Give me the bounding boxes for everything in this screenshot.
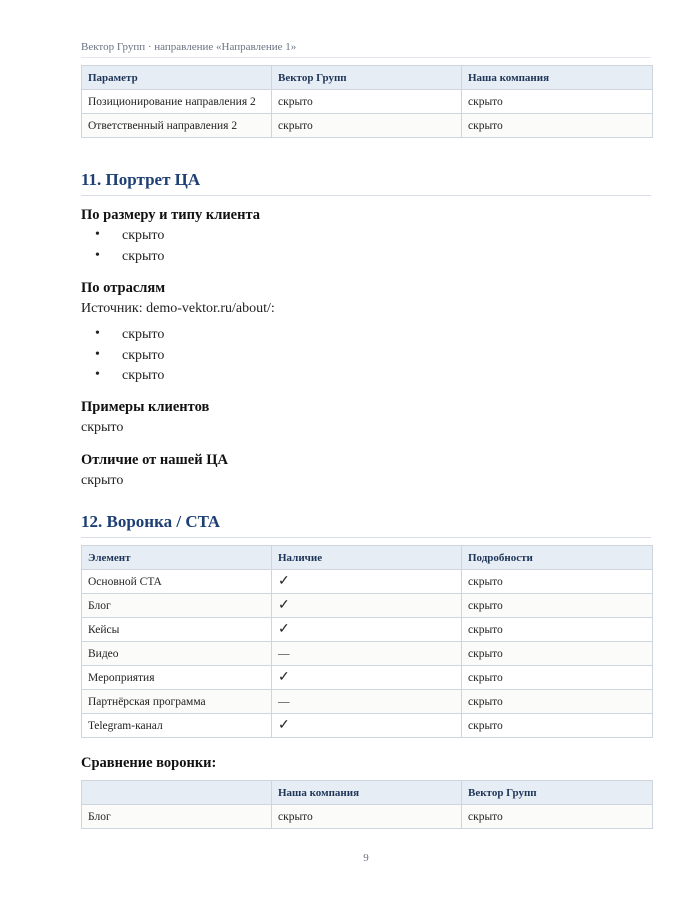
column-header: Наличие — [272, 546, 462, 570]
table-row — [82, 570, 653, 594]
table-header-row — [82, 546, 653, 570]
list-item: • скрыто — [81, 348, 164, 369]
audience-difference-text: скрыто — [81, 473, 124, 488]
table-row — [82, 666, 653, 690]
running-header: Вектор Групп · направление «Направление 1» — [81, 41, 651, 58]
table-cell: Основной CTA — [82, 570, 272, 594]
subheading-client-examples: Примеры клиентов — [81, 399, 210, 415]
table-cell: скрыто — [462, 114, 653, 138]
subheading-audience-difference: Отличие от нашей ЦА — [81, 452, 228, 468]
parameters-table — [81, 65, 653, 138]
list-item: • скрыто — [81, 368, 164, 389]
subheading-by-industry: По отраслям — [81, 280, 166, 296]
table-cell: Позиционирование направления 2 — [82, 90, 272, 114]
column-header: Вектор Групп — [462, 781, 653, 805]
check-mark-icon: ✓ — [272, 714, 462, 738]
table-header-row — [82, 781, 653, 805]
subheading-funnel-comparison: Сравнение воронки: — [81, 755, 217, 771]
column-header: Наша компания — [462, 66, 653, 90]
table-row — [82, 805, 653, 829]
table-cell: скрыто — [462, 618, 653, 642]
section-11-title: 11. Портрет ЦА — [81, 170, 651, 196]
table-row — [82, 642, 653, 666]
dash-icon: — — [272, 642, 462, 666]
column-header — [82, 781, 272, 805]
column-header: Элемент — [82, 546, 272, 570]
check-mark-icon: ✓ — [272, 570, 462, 594]
funnel-comparison-table — [81, 780, 653, 829]
page-number: 9 — [363, 852, 369, 864]
table-cell: скрыто — [462, 805, 653, 829]
subheading-by-size: По размеру и типу клиента — [81, 207, 261, 223]
table-cell: скрыто — [462, 90, 653, 114]
bullet-list-by-industry — [81, 327, 164, 389]
table-cell: Блог — [82, 805, 272, 829]
table-cell: скрыто — [462, 594, 653, 618]
section-12-title: 12. Воронка / CTA — [81, 512, 651, 538]
funnel-table — [81, 545, 653, 738]
list-item: • скрыто — [81, 249, 164, 270]
table-row — [82, 714, 653, 738]
check-mark-icon: ✓ — [272, 618, 462, 642]
table-row — [82, 618, 653, 642]
table-row — [82, 90, 653, 114]
column-header: Подробности — [462, 546, 653, 570]
table-cell: скрыто — [462, 666, 653, 690]
table-cell: скрыто — [462, 642, 653, 666]
table-cell: Кейсы — [82, 618, 272, 642]
table-row — [82, 114, 653, 138]
column-header: Параметр — [82, 66, 272, 90]
table-cell: скрыто — [462, 714, 653, 738]
table-cell: скрыто — [462, 570, 653, 594]
table-row — [82, 594, 653, 618]
bullet-list-by-size — [81, 228, 164, 269]
column-header: Вектор Групп — [272, 66, 462, 90]
column-header: Наша компания — [272, 781, 462, 805]
list-item: • скрыто — [81, 228, 164, 249]
table-cell: Мероприятия — [82, 666, 272, 690]
table-row — [82, 690, 653, 714]
source-line: Источник: demo-vektor.ru/about/: — [81, 301, 275, 316]
table-cell: Telegram-канал — [82, 714, 272, 738]
check-mark-icon: ✓ — [272, 594, 462, 618]
client-examples-text: скрыто — [81, 420, 124, 435]
table-cell: скрыто — [462, 690, 653, 714]
table-cell: Блог — [82, 594, 272, 618]
table-cell: скрыто — [272, 90, 462, 114]
table-cell: скрыто — [272, 805, 462, 829]
table-header-row — [82, 66, 653, 90]
check-mark-icon: ✓ — [272, 666, 462, 690]
dash-icon: — — [272, 690, 462, 714]
table-cell: Видео — [82, 642, 272, 666]
table-cell: Партнёрская программа — [82, 690, 272, 714]
list-item: • скрыто — [81, 327, 164, 348]
table-cell: скрыто — [272, 114, 462, 138]
table-cell: Ответственный направления 2 — [82, 114, 272, 138]
